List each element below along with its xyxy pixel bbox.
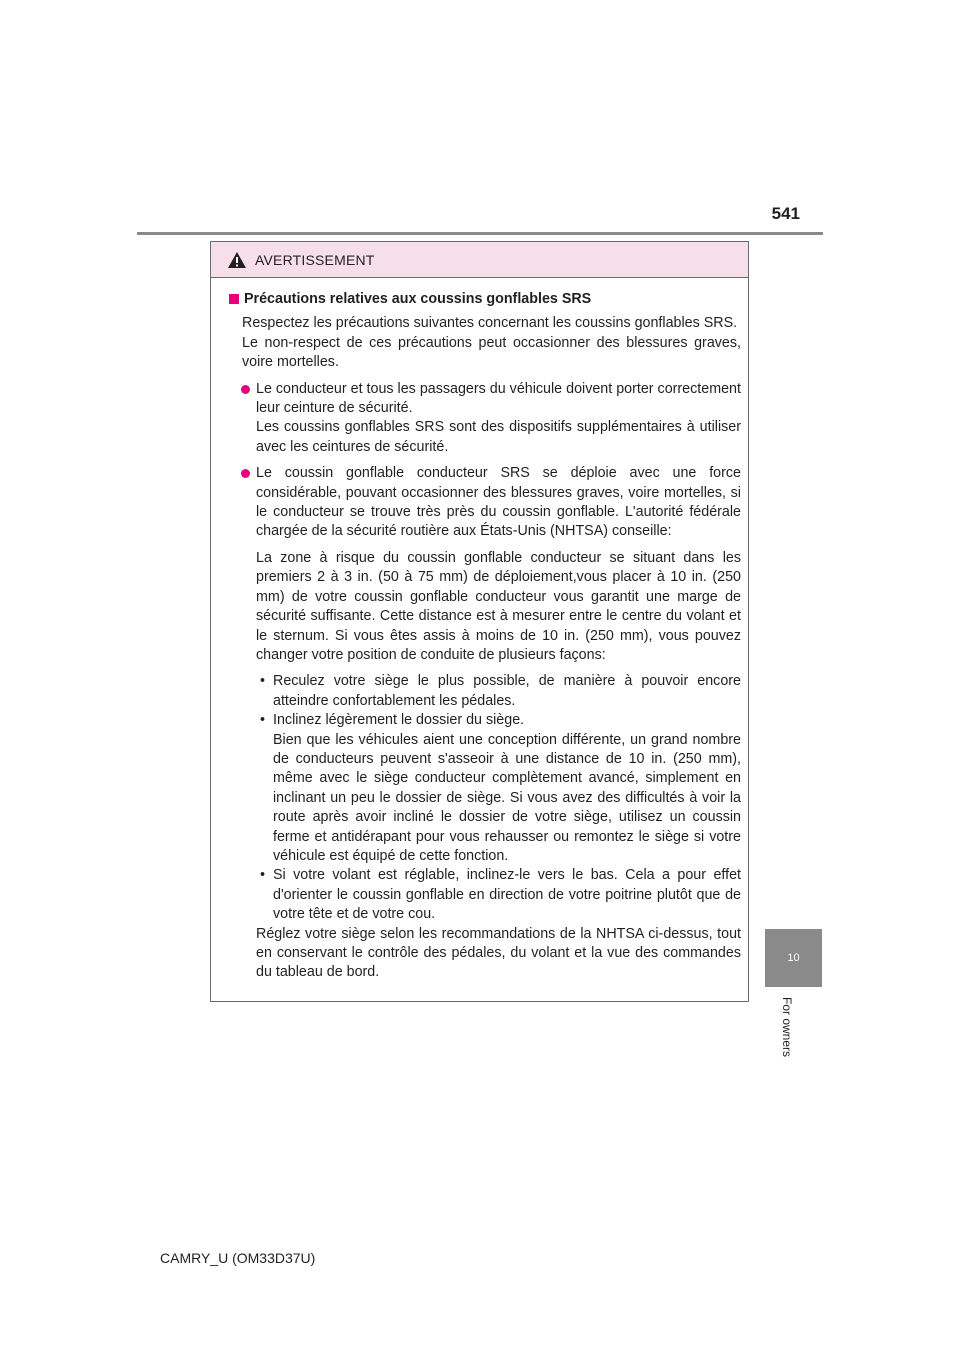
page-number: 541 [771, 204, 800, 223]
square-bullet-icon [229, 294, 239, 304]
list-item-text: Inclinez légèrement le dossier du siège. [273, 712, 525, 729]
warning-header [211, 242, 748, 278]
chapter-tab [765, 929, 822, 987]
list-item [256, 711, 741, 866]
chapter-label: For owners [780, 997, 794, 1058]
section-heading [229, 290, 741, 309]
intro-paragraph-2: Le non-respect de ces précautions peut occasionner des blessures graves, voire mortelles. [242, 334, 741, 371]
circle-bullet-icon [241, 385, 250, 394]
chapter-number: 10 [787, 952, 800, 964]
list-item-text: Reculez votre siège le plus possible, de manière à pouvoir encore atteindre confortablement les pédales. [273, 673, 741, 709]
warning-triangle-icon [227, 251, 247, 269]
list-item-extra: Bien que les véhicules aient une conception différente, un grand nombre de conducteurs peuvent s'asseoir à une distance de 10 in. (250 mm), même avec le siège conducteur complètement avancé, simplement en inclinant un peu le dossier de siège. Si vous avez des difficultés à voir la route après avoir incliné le dossier de votre siège, utilisez un coussin ferme et antidérapant pour vous rehausser ou remontez le siège si votre véhicule est équipé de cette fonction. [273, 731, 741, 864]
list-bullet: • [260, 673, 266, 690]
bullet-item-2 [229, 464, 741, 542]
footer-model-code: CAMRY_U (OM33D37U) [160, 1250, 316, 1266]
bullet-item-1 [229, 380, 741, 458]
bullet-1-text: Le conducteur et tous les passagers du véhicule doivent porter correctement leur ceinture de sécurité. [256, 380, 741, 417]
list-item-text: Si votre volant est réglable, inclinez-le vers le bas. Cela a pour effet d'orienter le coussin gonflable en direction de votre poitrine plutôt que de votre tête et de votre cou. [273, 867, 741, 923]
list-item [256, 866, 741, 924]
bullet-1-note: Les coussins gonflables SRS sont des dispositifs supplémentaires à utiliser avec les ceintures de sécurité. [256, 419, 741, 455]
warning-body [211, 278, 748, 983]
intro-block [229, 314, 741, 372]
section-heading-text: Précautions relatives aux coussins gonflables SRS [244, 291, 592, 307]
list-bullet: • [260, 867, 266, 884]
header-rule [137, 232, 823, 235]
closing-paragraph: Réglez votre siège selon les recommandations de la NHTSA ci-dessus, tout en conservant le contrôle des pédales, du volant et la vue des commandes du tableau de bord. [256, 925, 741, 981]
closing-block [229, 925, 741, 983]
list-bullet: • [260, 712, 266, 729]
intro-paragraph-1: Respectez les précautions suivantes concernant les coussins gonflables SRS. [242, 315, 738, 332]
nhtsa-paragraph: La zone à risque du coussin gonflable conducteur se situant dans les premiers 2 à 3 in. (50 à 75 mm) de déploiement,vous placer à 10 in. (250 mm) de votre coussin gonflable conducteur vous garantit une marge de sécurité suffisante. Cette distance est à mesurer entre le centre du volant et le sternum. Si vous êtes assis à moins de 10 in. (250 mm), vous pouvez changer votre position de conduite de plusieurs façons: [256, 549, 741, 663]
circle-bullet-icon [241, 469, 250, 478]
warning-title: AVERTISSEMENT [255, 251, 375, 268]
warning-box [210, 241, 749, 1002]
nhtsa-block [229, 549, 741, 925]
list-item [256, 672, 741, 711]
bullet-2-text: Le coussin gonflable conducteur SRS se déploie avec une force considérable, pouvant occasionner des blessures graves, voire mortelles, si le conducteur se trouve très près du coussin gonflable. L'autorité fédérale chargée de la sécurité routière aux États-Unis (NHTSA) conseille: [256, 465, 741, 540]
dash-list [256, 672, 741, 924]
